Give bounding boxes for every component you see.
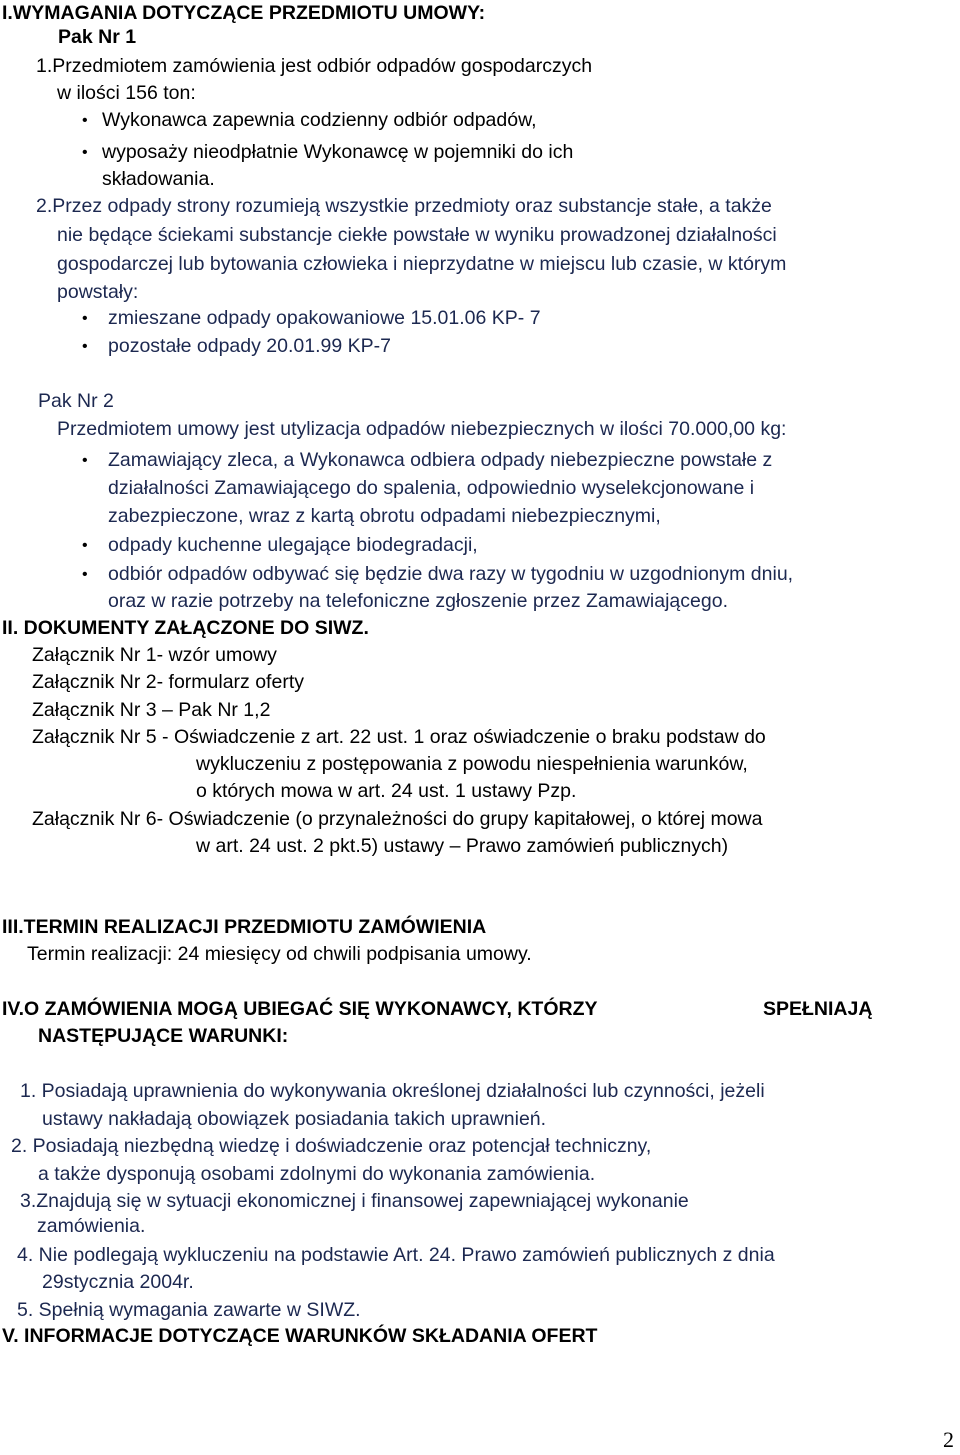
pak-1-bullet-3: zmieszane odpady opakowaniowe 15.01.06 KP- 7 (108, 307, 541, 329)
pak-1-bullet-1: Wykonawca zapewnia codzienny odbiór odpadów, (102, 109, 537, 131)
section-title-requirements: I.WYMAGANIA DOTYCZĄCE PRZEDMIOTU UMOWY: (2, 2, 486, 24)
pak-2-bullet-2: odpady kuchenne ulegające biodegradacji, (108, 534, 478, 556)
section-title-conditions-line-2: NASTĘPUJĄCE WARUNKI: (38, 1025, 289, 1047)
attachment-6-line-1: Załącznik Nr 6- Oświadczenie (o przynależności do grupy kapitałowej, o której mowa (32, 808, 763, 830)
pak-2-bullet-1-line-2: działalności Zamawiającego do spalenia, odpowiednio wyselekcjonowane i (108, 477, 755, 499)
condition-2-line-2: a także dysponują osobami zdolnymi do wykonania zamówienia. (38, 1163, 596, 1185)
bullet-icon: • (82, 452, 88, 469)
section-title-conditions: IV.O ZAMÓWIENIA MOGĄ UBIEGAĆ SIĘ WYKONAWCY, KTÓRZY (2, 998, 598, 1020)
attachment-3: Załącznik Nr 3 – Pak Nr 1,2 (32, 699, 271, 721)
pak-2-bullet-1-line-1: Zamawiający zleca, a Wykonawca odbiera odpady niebezpieczne powstałe z (108, 449, 773, 471)
pak-1-item-1-line-2: w ilości 156 ton: (57, 82, 196, 104)
condition-3-line-1: 3.Znajdują się w sytuacji ekonomicznej i finansowej zapewniającej wykonanie (20, 1190, 689, 1212)
section-title-documents: II. DOKUMENTY ZAŁĄCZONE DO SIWZ. (2, 617, 369, 639)
bullet-icon: • (82, 144, 88, 161)
attachment-5-line-1: Załącznik Nr 5 - Oświadczenie z art. 22 ust. 1 oraz oświadczenie o braku podstaw do (32, 726, 766, 748)
pak-2-bullet-3-line-2: oraz w razie potrzeby na telefoniczne zgłoszenie przez Zamawiającego. (108, 590, 728, 612)
bullet-icon: • (82, 112, 88, 129)
attachment-1: Załącznik Nr 1- wzór umowy (32, 644, 277, 666)
section-title-conditions-cont: SPEŁNIAJĄ (763, 998, 873, 1020)
pak-2-intro: Przedmiotem umowy jest utylizacja odpadów niebezpiecznych w ilości 70.000,00 kg: (57, 418, 787, 440)
condition-5: 5. Spełnią wymagania zawarte w SIWZ. (17, 1299, 361, 1321)
attachment-6-line-2: w art. 24 ust. 2 pkt.5) ustawy – Prawo zamówień publicznych) (196, 835, 729, 857)
section-title-offers: V. INFORMACJE DOTYCZĄCE WARUNKÓW SKŁADANIA OFERT (2, 1325, 598, 1347)
attachment-5-line-3: o których mowa w art. 24 ust. 1 ustawy Pzp. (196, 780, 577, 802)
bullet-icon: • (82, 310, 88, 327)
pak-1-heading: Pak Nr 1 (58, 26, 137, 48)
condition-2-line-1: 2. Posiadają niezbędną wiedzę i doświadczenie oraz potencjał techniczny, (11, 1135, 652, 1157)
attachment-2: Załącznik Nr 2- formularz oferty (32, 671, 304, 693)
condition-1-line-2: ustawy nakładają obowiązek posiadania takich uprawnień. (42, 1108, 547, 1130)
pak-1-bullet-4: pozostałe odpady 20.01.99 KP-7 (108, 335, 391, 357)
pak-1-bullet-2-line-2: składowania. (102, 168, 215, 190)
pak-1-item-1-line-1: 1.Przedmiotem zamówienia jest odbiór odpadów gospodarczych (36, 55, 593, 77)
bullet-icon: • (82, 338, 88, 355)
pak-1-item-2-line-2: nie będące ściekami substancje ciekłe powstałe w wyniku prowadzonej działalności (57, 224, 777, 246)
condition-3-line-2: zamówienia. (37, 1215, 146, 1237)
bullet-icon: • (82, 566, 88, 583)
pak-2-bullet-3-line-1: odbiór odpadów odbywać się będzie dwa razy w tygodniu w uzgodnionym dniu, (108, 563, 794, 585)
pak-2-bullet-1-line-3: zabezpieczone, wraz z kartą obrotu odpadami niebezpiecznymi, (108, 505, 661, 527)
pak-1-item-2-line-1: 2.Przez odpady strony rozumieją wszystkie przedmioty oraz substancje stałe, a także (36, 195, 772, 217)
page-number: 2 (943, 1427, 954, 1452)
term-text: Termin realizacji: 24 miesięcy od chwili podpisania umowy. (27, 943, 532, 965)
pak-1-item-2-line-3: gospodarczej lub bytowania człowieka i nieprzydatne w miejscu lub czasie, w którym (57, 253, 787, 275)
pak-1-item-2-line-4: powstały: (57, 281, 139, 303)
bullet-icon: • (82, 537, 88, 554)
condition-4-line-1: 4. Nie podlegają wykluczeniu na podstawie Art. 24. Prawo zamówień publicznych z dnia (17, 1244, 775, 1266)
pak-1-bullet-2-line-1: wyposaży nieodpłatnie Wykonawcę w pojemniki do ich (102, 141, 574, 163)
attachment-5-line-2: wykluczeniu z postępowania z powodu niespełnienia warunków, (196, 753, 748, 775)
pak-2-heading: Pak Nr 2 (38, 390, 114, 412)
condition-4-line-2: 29stycznia 2004r. (42, 1271, 194, 1293)
section-title-term: III.TERMIN REALIZACJI PRZEDMIOTU ZAMÓWIENIA (2, 916, 487, 938)
condition-1-line-1: 1. Posiadają uprawnienia do wykonywania określonej działalności lub czynności, jeżeli (20, 1080, 765, 1102)
